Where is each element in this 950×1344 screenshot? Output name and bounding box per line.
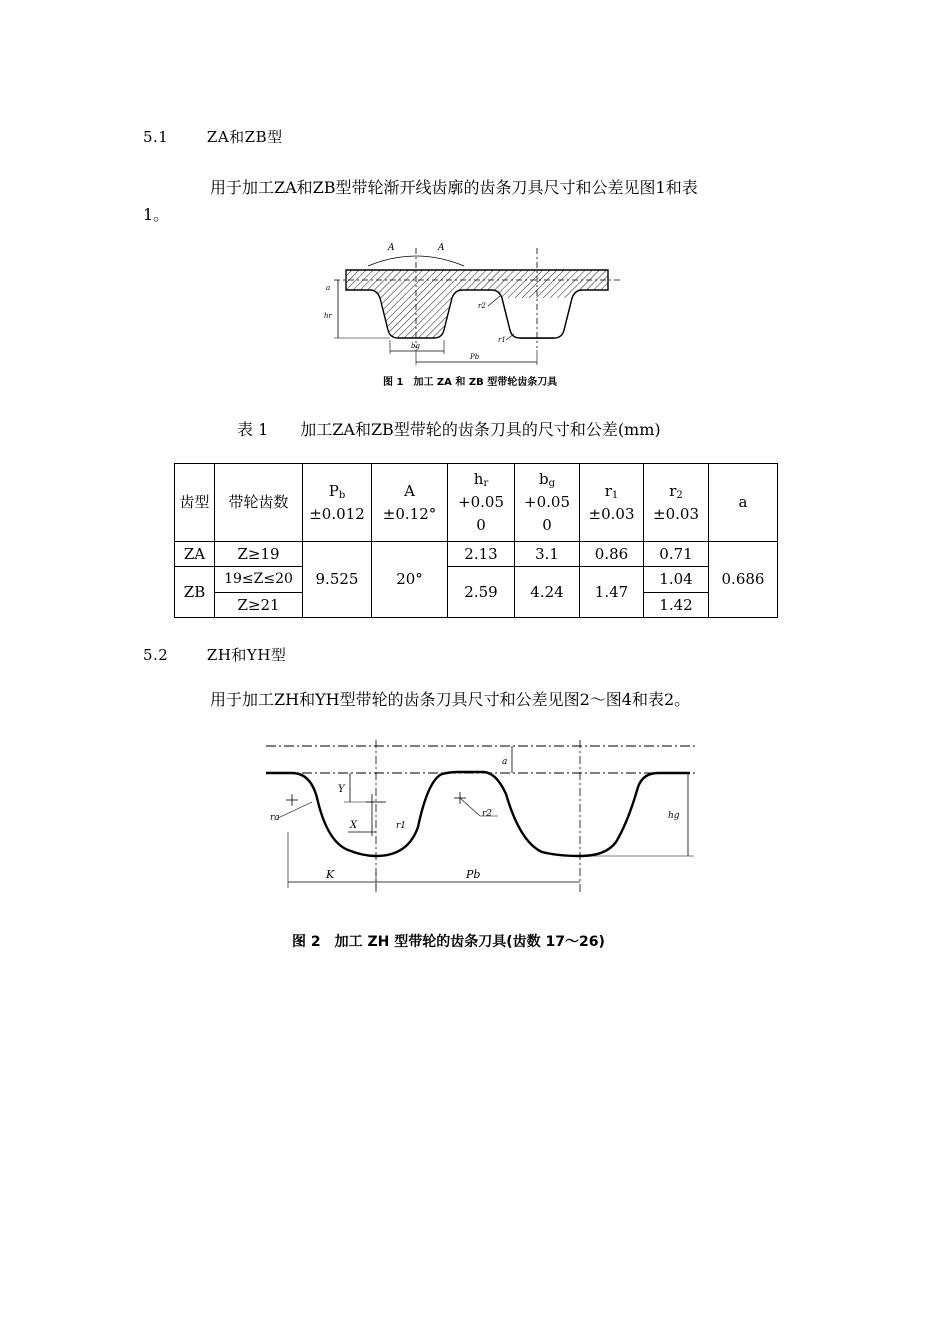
pb-symbol: P [328,481,339,500]
header-A [372,464,448,542]
cell-r2-zb-2: 1.42 [644,593,709,618]
section-5-2-heading [143,644,286,665]
figure-1-rack-cutter-drawing [320,238,630,390]
cell-count-zb-2: Z≥21 [215,593,303,618]
label-bg: bg [411,342,420,350]
figure-2-rack-cutter-drawing [258,732,708,902]
r2-symbol: r [669,481,677,500]
r1-tolerance: ±0.03 [588,504,635,523]
label-a: a [502,757,508,767]
cell-bg-za: 3.1 [515,542,580,567]
section-5-1-heading [143,126,283,147]
cell-count-zb-1: 19≤Z≤20 [215,567,303,593]
header-hr [448,464,515,542]
paragraph-2: 用于加工ZH和YH型带轮的齿条刀具尺寸和公差见图2～图4和表2。 [210,690,691,709]
header-tooth-type: 齿型 [175,464,215,542]
r2-subscript: 2 [676,489,683,501]
A-tolerance: ±0.12° [382,504,437,523]
label-r1: r1 [498,336,506,344]
label-K: K [326,868,335,881]
label-A-right: A [438,243,445,253]
table-header-row [175,464,778,542]
cell-a: 0.686 [709,542,778,618]
header-r1 [580,464,644,542]
cell-hr-za: 2.13 [448,542,515,567]
section-title: ZH和YH型 [206,646,287,664]
cell-type-zb: ZB [175,567,215,618]
cell-A: 20° [372,542,448,618]
hr-symbol: h [473,470,484,488]
figure-2-caption: 图 2 加工 ZH 型带轮的齿条刀具(齿数 17～26) [292,934,605,950]
hr-tolerance-lower: 0 [476,516,486,534]
hr-subscript: r [483,478,489,489]
bg-tolerance-upper: +0.05 [524,493,570,511]
pb-tolerance: ±0.012 [309,504,365,523]
label-r2: r2 [482,809,493,819]
label-X: X [350,820,358,831]
table-row-za [175,542,778,567]
cell-r1-zb: 1.47 [580,567,644,618]
section-number: 5.2 [143,646,169,664]
cell-bg-zb: 4.24 [515,567,580,618]
paragraph-1-line-2: 1。 [143,205,170,224]
hr-tolerance-upper: +0.05 [458,493,504,511]
label-a: a [326,284,331,292]
label-A-left: A [388,243,395,253]
cell-r2-za: 0.71 [644,542,709,567]
bg-subscript: g [548,478,555,489]
label-r2: r2 [478,302,486,310]
cell-r1-za: 0.86 [580,542,644,567]
header-pb [303,464,372,542]
bg-tolerance-lower: 0 [542,516,552,534]
label-r1: r1 [396,821,407,831]
cell-r2-zb-1: 1.04 [644,567,709,593]
section-number: 5.1 [143,128,169,146]
r2-tolerance: ±0.03 [653,504,699,523]
header-r2 [644,464,709,542]
cell-type-za: ZA [175,542,215,567]
label-hg: hg [668,811,680,821]
bg-symbol: b [538,470,549,488]
figure-1-caption: 图 1 加工 ZA 和 ZB 型带轮齿条刀具 [383,377,558,388]
cell-hr-zb: 2.59 [448,567,515,618]
cell-count-za: Z≥19 [215,542,303,567]
label-pb: Pb [470,353,480,361]
label-Y: Y [338,784,345,795]
header-a: a [709,464,778,542]
section-title: ZA和ZB型 [206,128,283,146]
table-1-caption: 表 1 加工ZA和ZB型带轮的齿条刀具的尺寸和公差(mm) [237,420,661,439]
header-bg [515,464,580,542]
cell-pb: 9.525 [303,542,372,618]
header-tooth-count: 带轮齿数 [215,464,303,542]
table-row-zb-1 [175,567,778,593]
label-pb: Pb [466,868,481,881]
label-ra: ra [270,813,280,823]
pb-subscript: b [338,489,346,501]
paragraph-1-line-1: 用于加工ZA和ZB型带轮渐开线齿廓的齿条刀具尺寸和公差见图1和表 [210,178,698,197]
r1-subscript: 1 [611,489,619,501]
A-symbol: A [404,481,415,500]
table-1 [174,463,778,618]
label-hr: hr [324,312,332,320]
r1-symbol: r [604,481,612,500]
